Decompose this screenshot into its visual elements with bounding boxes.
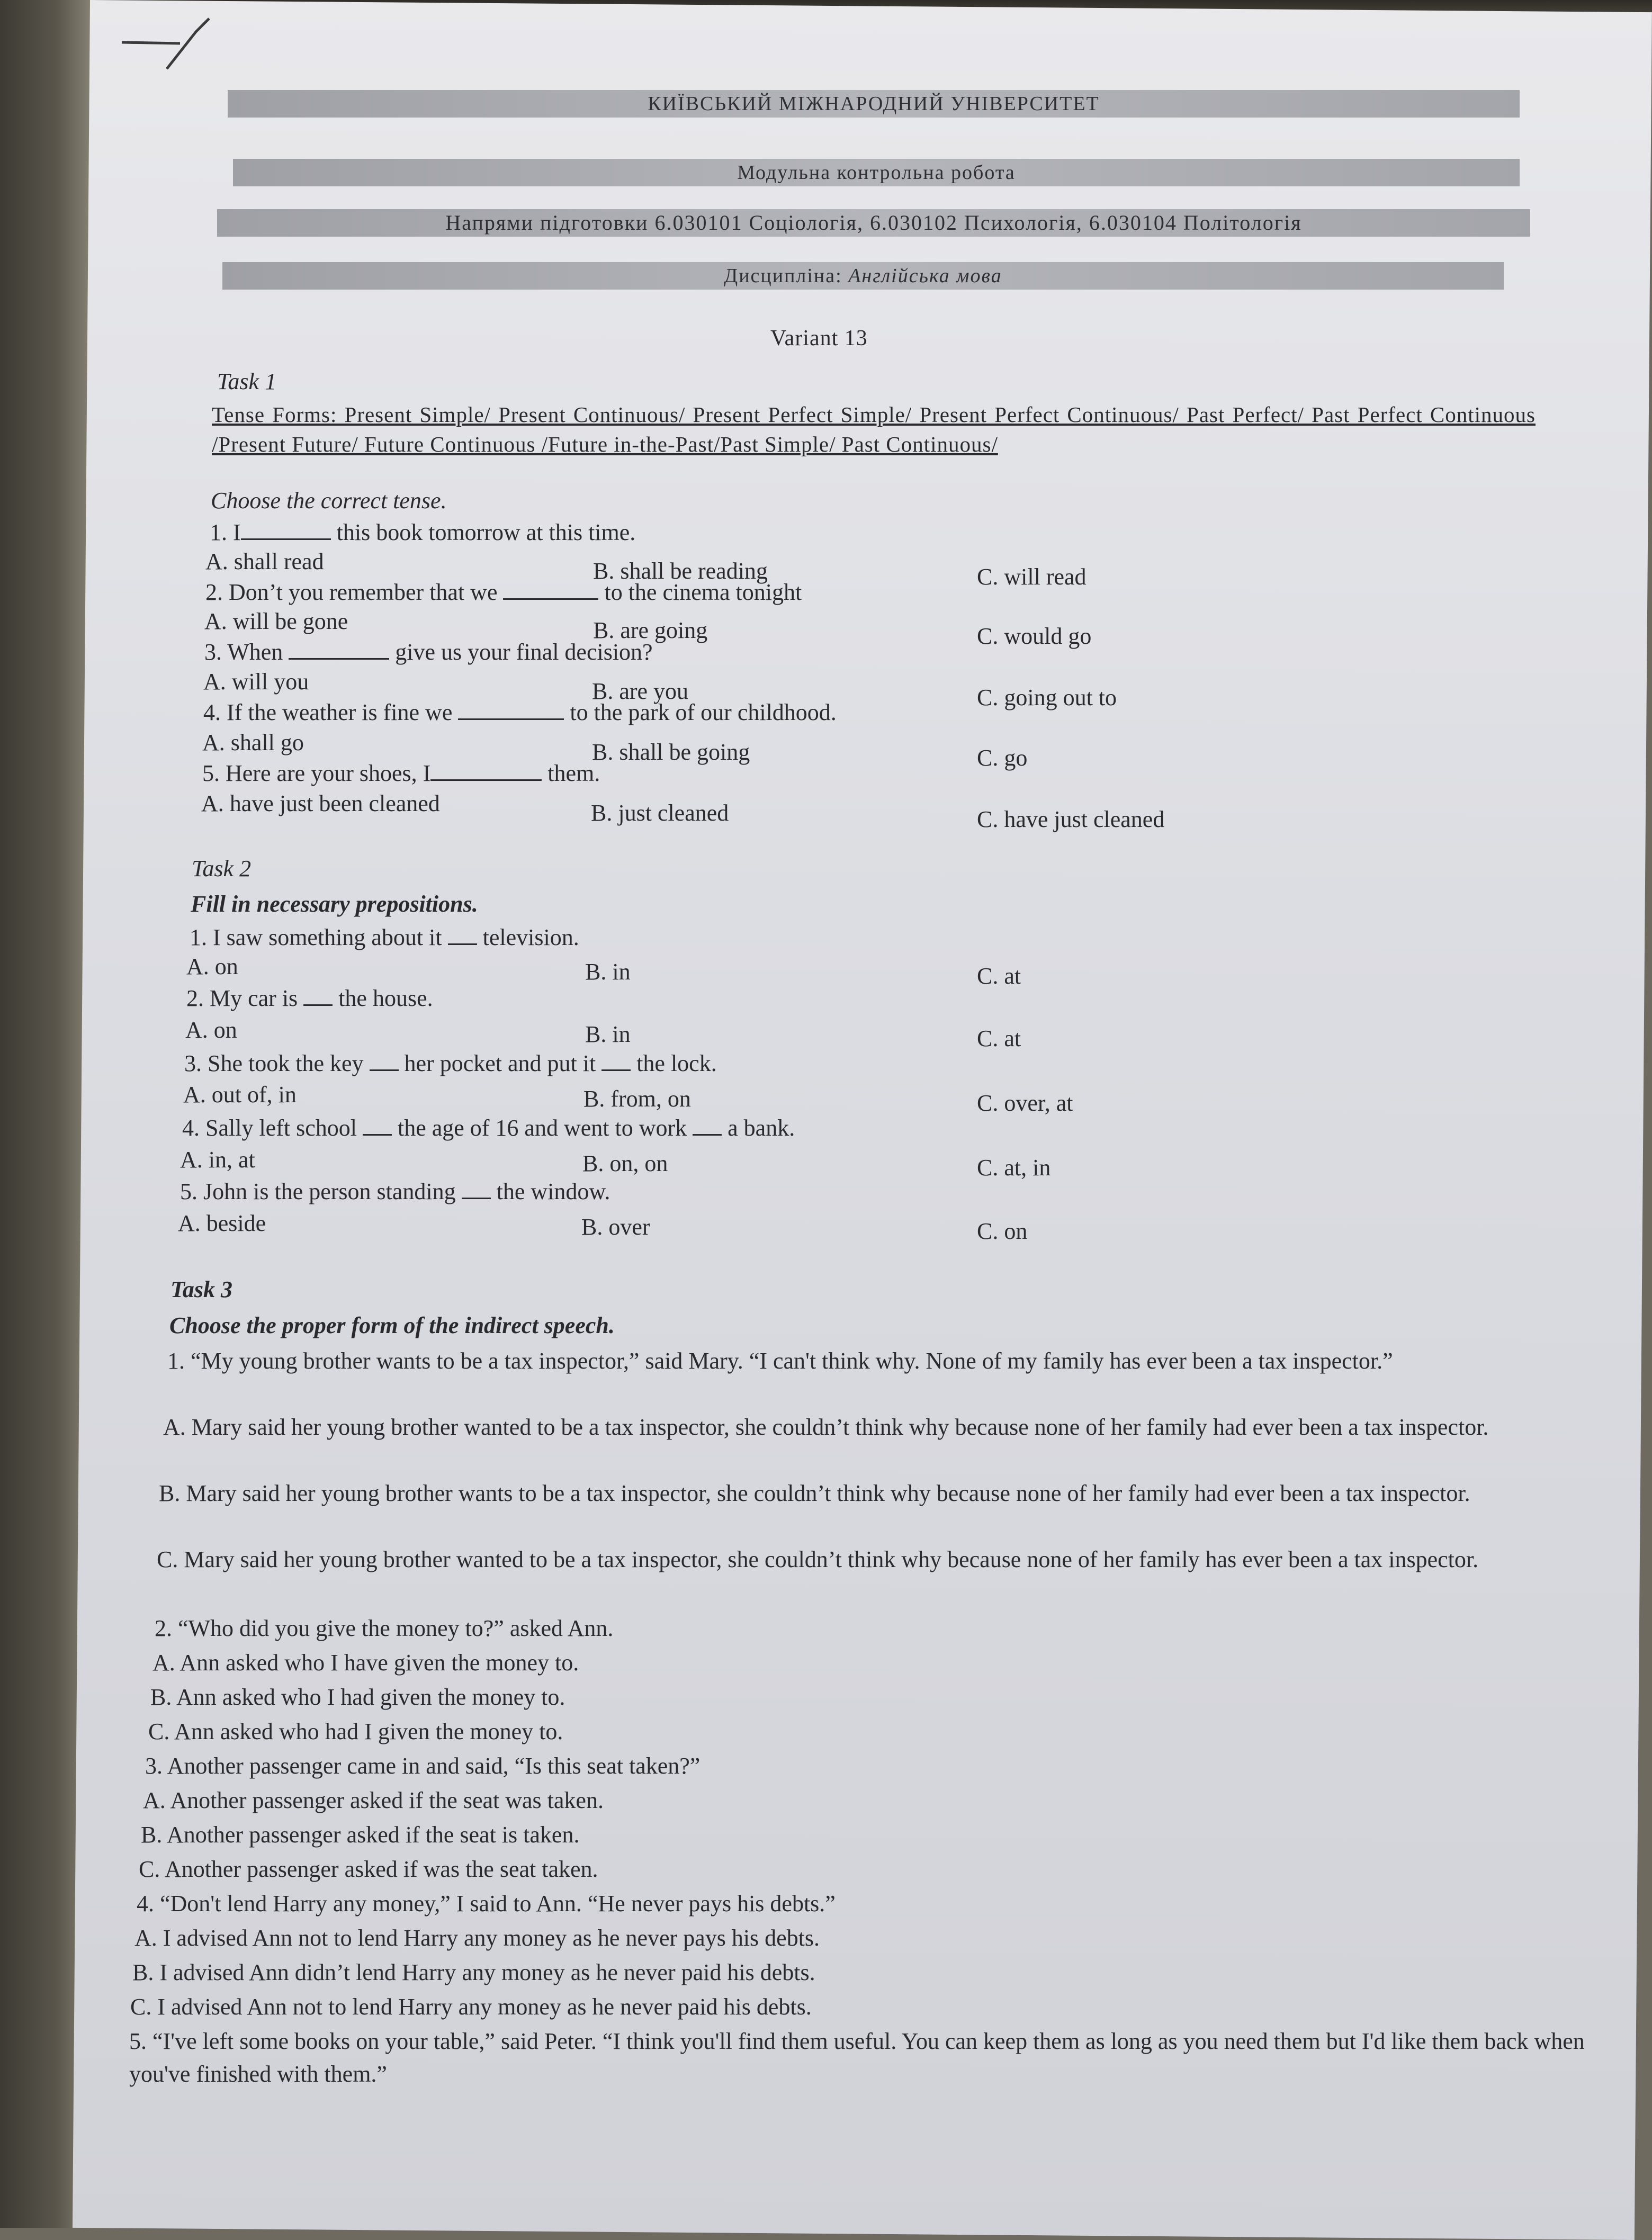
task2-q1-option-a[interactable]: A. on: [186, 953, 238, 979]
pencil-checkmark-icon: [116, 11, 254, 79]
task1-q2-option-b[interactable]: B. are going: [593, 617, 708, 643]
task3-option[interactable]: C. Another passenger asked if was the seat taken.: [139, 1856, 598, 1882]
task2-q2-option-b[interactable]: B. in: [585, 1021, 631, 1047]
task3-option[interactable]: A. I advised Ann not to lend Harry any money as he never pays his debts.: [134, 1925, 820, 1951]
task1-q4-option-b[interactable]: B. shall be going: [592, 739, 750, 765]
task3-option[interactable]: B. I advised Ann didn’t lend Harry any money as he never paid his debts.: [132, 1959, 815, 1985]
task1-q5-option-b[interactable]: B. just cleaned: [591, 800, 729, 826]
task1-q3: 3. When give us your final decision?: [204, 639, 653, 665]
task3-option[interactable]: A. Ann asked who I have given the money to.: [152, 1650, 579, 1676]
task1-q4: 4. If the weather is fine we to the park of our childhood.: [203, 699, 837, 725]
task1-q2-option-c[interactable]: C. would go: [977, 623, 1092, 649]
directions-header: Напрями підготовки 6.030101 Соціологія, 6.030102 Психологія, 6.030104 Політологія: [217, 209, 1530, 237]
task2-q2: 2. My car is the house.: [186, 985, 433, 1011]
task3-item: 2. “Who did you give the money to?” asked Ann.: [155, 1615, 614, 1641]
task2-q4-option-c[interactable]: C. at, in: [977, 1155, 1051, 1181]
task1-q4-option-c[interactable]: C. go: [977, 745, 1028, 771]
task2-q3-option-c[interactable]: C. over, at: [977, 1090, 1073, 1116]
discipline-header: [222, 262, 1504, 290]
task2-q4: 4. Sally left school the age of 16 and went to work a bank.: [182, 1115, 795, 1141]
task2-q1-option-b[interactable]: B. in: [585, 959, 631, 985]
task2-q5-option-a[interactable]: A. beside: [178, 1210, 266, 1236]
task1-q3-option-b[interactable]: B. are you: [592, 678, 689, 704]
task2-q2-option-c[interactable]: C. at: [977, 1025, 1021, 1051]
variant-title: Variant 13: [770, 326, 868, 350]
task2-q1: 1. I saw something about it television.: [190, 924, 579, 950]
task2-instruction: Fill in necessary prepositions.: [191, 891, 478, 917]
task1-q3-option-a[interactable]: A. will you: [203, 669, 309, 695]
task3-option[interactable]: A. Another passenger asked if the seat was taken.: [143, 1787, 604, 1813]
task2-q5-option-b[interactable]: B. over: [581, 1214, 650, 1240]
task3-option[interactable]: C. Ann asked who had I given the money to.: [148, 1719, 563, 1744]
task2-q5: 5. John is the person standing the window.: [180, 1179, 610, 1204]
task1-q4-option-a[interactable]: A. shall go: [202, 730, 304, 755]
task1-q1: 1. I this book tomorrow at this time.: [210, 519, 636, 545]
task2-q3-option-b[interactable]: B. from, on: [583, 1086, 691, 1112]
task1-title: Task 1: [217, 368, 277, 394]
task1-q5: 5. Here are your shoes, I them.: [202, 760, 600, 786]
task3-option[interactable]: A. Mary said her young brother wanted to be a tax inspector, she couldn’t think why because none of her family had ever been a tax inspector.: [163, 1414, 1489, 1440]
task3-option[interactable]: B. Another passenger asked if the seat is taken.: [141, 1822, 580, 1848]
task2-q3: 3. She took the key her pocket and put it the lock.: [184, 1050, 717, 1076]
task3-item: 5. “I've left some books on your table,” said Peter. “I think you'll find them useful. You can keep them as long as you need them but I'd like them back when you've finished with them.”: [129, 2028, 1585, 2087]
task2-q4-option-a[interactable]: A. in, at: [180, 1147, 255, 1173]
task3-instruction: Choose the proper form of the indirect speech.: [169, 1312, 615, 1338]
task3-item: 3. Another passenger came in and said, “Is this seat taken?”: [145, 1753, 701, 1779]
task3-item: 4. “Don't lend Harry any money,” I said to Ann. “He never pays his debts.”: [137, 1891, 836, 1917]
task3-option[interactable]: B. Ann asked who I had given the money to.: [150, 1684, 565, 1710]
task1-q2-option-a[interactable]: A. will be gone: [204, 608, 348, 634]
task1-q3-option-c[interactable]: C. going out to: [977, 685, 1117, 710]
task3-item: 1. “My young brother wants to be a tax inspector,” said Mary. “I can't think why. None of my family has ever been a tax inspector.”: [167, 1348, 1393, 1374]
university-header: КИЇВСЬКИЙ МІЖНАРОДНИЙ УНІВЕРСИТЕТ: [228, 90, 1520, 118]
discipline-label: Дисципліна:: [724, 265, 842, 287]
task2-q1-option-c[interactable]: C. at: [977, 963, 1021, 989]
task1-q5-option-c[interactable]: C. have just cleaned: [977, 806, 1165, 832]
task3-option[interactable]: C. Mary said her young brother wanted to be a tax inspector, she couldn’t think why because none of her family has ever been a tax inspector.: [157, 1546, 1479, 1572]
task3-option[interactable]: B. Mary said her young brother wants to be a tax inspector, she couldn’t think why because none of her family had ever been a tax inspector.: [159, 1480, 1470, 1506]
tense-forms: Tense Forms: Present Simple/ Present Continuous/ Present Perfect Simple/ Present Perfect Continuous/ Past Perfect/ Past Perfect Continuous /Present Future/ Future Continuous /Future in-the-Past/Past Simple/ Past Continuous/: [212, 402, 1536, 456]
discipline-value: Англійська мова: [848, 265, 1002, 287]
task2-q4-option-b[interactable]: B. on, on: [582, 1150, 668, 1176]
work-type-header: Модульна контрольна робота: [233, 159, 1520, 186]
task2-q5-option-c[interactable]: C. on: [977, 1218, 1028, 1244]
task1-instruction: Choose the correct tense.: [211, 488, 447, 514]
task1-q2: 2. Don’t you remember that we to the cinema tonight: [205, 579, 802, 605]
task2-title: Task 2: [192, 856, 252, 881]
task1-q1-option-c[interactable]: C. will read: [977, 564, 1087, 590]
task1-q1-option-a[interactable]: A. shall read: [205, 548, 324, 574]
task1-q1-option-b[interactable]: B. shall be reading: [593, 558, 768, 584]
task3-option[interactable]: C. I advised Ann not to lend Harry any money as he never paid his debts.: [130, 1994, 812, 2020]
task3-title: Task 3: [170, 1276, 232, 1302]
task2-q2-option-a[interactable]: A. on: [185, 1017, 237, 1043]
task1-q5-option-a[interactable]: A. have just been cleaned: [201, 790, 440, 816]
task2-q3-option-a[interactable]: A. out of, in: [183, 1082, 297, 1108]
